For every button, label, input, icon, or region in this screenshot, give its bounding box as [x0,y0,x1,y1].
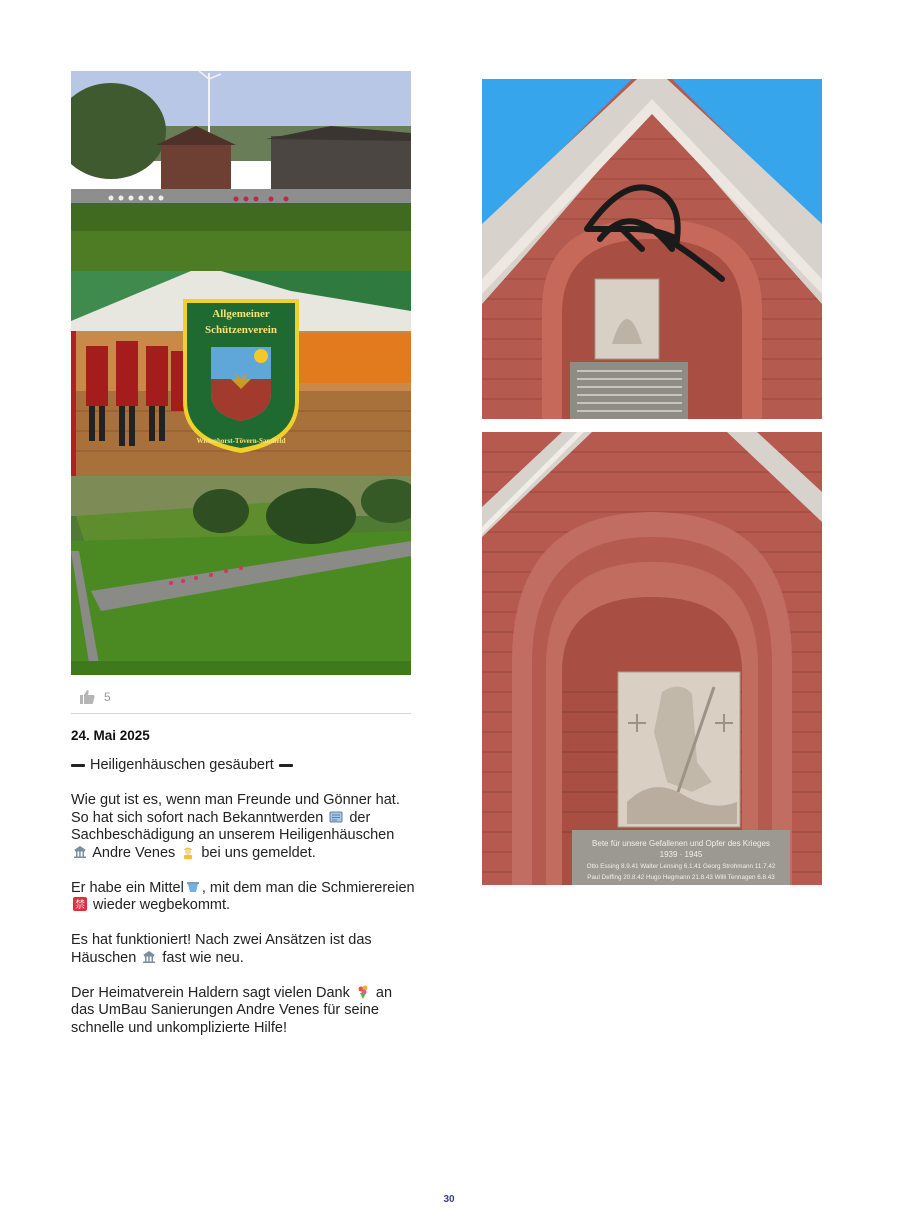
paragraph-text: der Sachbeschädigung an unserem Heiligenhäuschen [71,809,395,843]
paragraph-text: an das UmBau Sanierungen Andre Venes für seine schnelle und unkomplizierte Hilfe! [71,984,393,1036]
classical-building-icon [142,950,156,964]
divider [71,713,411,714]
plaque-row1: Otto Essing 8.9.41 Walter Lensing 6.1.41 Georg Strohmann 11.7.42 [586,863,776,870]
paragraph-2 [71,880,416,915]
classical-building-icon [73,845,87,859]
plaque-years: 1939 · 1945 [659,850,703,859]
newspaper-icon [329,810,343,824]
paragraph-text: Wie gut ist es, wenn man Freunde und Gönner hat. So hat sich sofort nach Bekanntwerden [71,792,400,826]
shrine-photo-graffiti [482,79,822,419]
post-headline-row [71,756,416,774]
post-headline: Heiligenhäuschen gesäubert [90,757,274,773]
thumbs-up-icon[interactable] [80,690,95,704]
paragraph-text: bei uns gemeldet. [201,844,316,861]
bouquet-icon [356,985,370,999]
paragraph-1 [71,792,416,862]
svg-text:禁: 禁 [75,900,85,911]
plaque-row2: Paul Deffing 20.8.42 Hugo Hegmann 21.8.43 Willi Tennagen 6.8.43 [587,874,775,881]
paragraph-3 [71,932,416,967]
post-date: 24. Mai 2025 [71,728,150,743]
paragraph-text: Andre Venes [92,844,176,861]
likes-row [80,687,111,707]
paragraph-text: wieder wegbekommt. [93,897,231,913]
badge-line2: Schützenverein [205,324,277,336]
paragraph-text: fast wie neu. [162,949,244,966]
plaque-heading: Bete für unsere Gefallenen und Opfer des Krieges [592,839,770,848]
paragraph-text: Er habe ein Mittel [71,879,184,896]
shrine-photo-cleaned [482,432,822,885]
collage-image [71,71,411,675]
like-count: 5 [104,690,111,704]
badge-ring: Wittenhorst-Tövern-Sandfeld [196,437,286,445]
page-number: 30 [443,1194,455,1205]
badge-line1: Allgemeiner [212,308,270,320]
post-body [71,728,416,1055]
paragraph-4 [71,985,416,1038]
paragraph-text: , mit dem man die Schmierereien [201,879,415,896]
dash-icon [71,764,85,767]
paragraph-text: Es hat funktioniert! Nach zwei Ansätzen ist das Häuschen [71,932,372,966]
dash-icon [279,764,293,767]
prohibited-sign-icon [73,897,87,911]
test-tube-icon [186,880,200,894]
construction-worker-icon [181,845,195,859]
paragraph-text: Der Heimatverein Haldern sagt vielen Dank [71,984,350,1001]
